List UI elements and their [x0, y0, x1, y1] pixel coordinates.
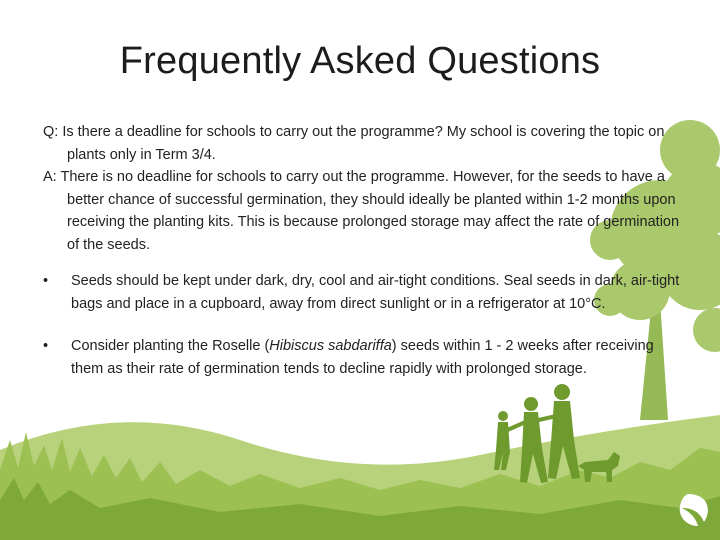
question-text: Q: Is there a deadline for schools to carry out the programme? My school is covering the topic on plants only in Term 3/4. — [43, 124, 665, 163]
bullet-text-after: ) seeds within 1 - 2 weeks after receiving them as their rate of germination tends to decline rapidly with prolonged storage. — [71, 338, 654, 377]
bullet-text: Seeds should be kept under dark, dry, cool and air-tight conditions. Seal seeds in dark, air-tight bags and place in a cupboard, away from direct sunlight or in a refrigerator at 10°C. — [71, 273, 680, 312]
faq-content — [43, 121, 683, 400]
bullet-text-before: Consider planting the Roselle ( — [71, 338, 270, 354]
page-title: Frequently Asked Questions — [119, 40, 601, 82]
list-item — [43, 270, 683, 315]
bullet-icon: • — [43, 273, 49, 289]
answer-text: A: There is no deadline for schools to carry out the programme. However, for the seeds to have a better chance of successful germination, they should ideally be planted within 1-2 months upon receiving the planting kits. This is because prolonged storage may affect the rate of germination of the seeds. — [43, 169, 680, 253]
bullet-icon: • — [43, 338, 49, 354]
scientific-name: Hibiscus sabdariffa — [269, 338, 392, 354]
tips-list — [43, 270, 683, 380]
list-item — [43, 335, 683, 380]
